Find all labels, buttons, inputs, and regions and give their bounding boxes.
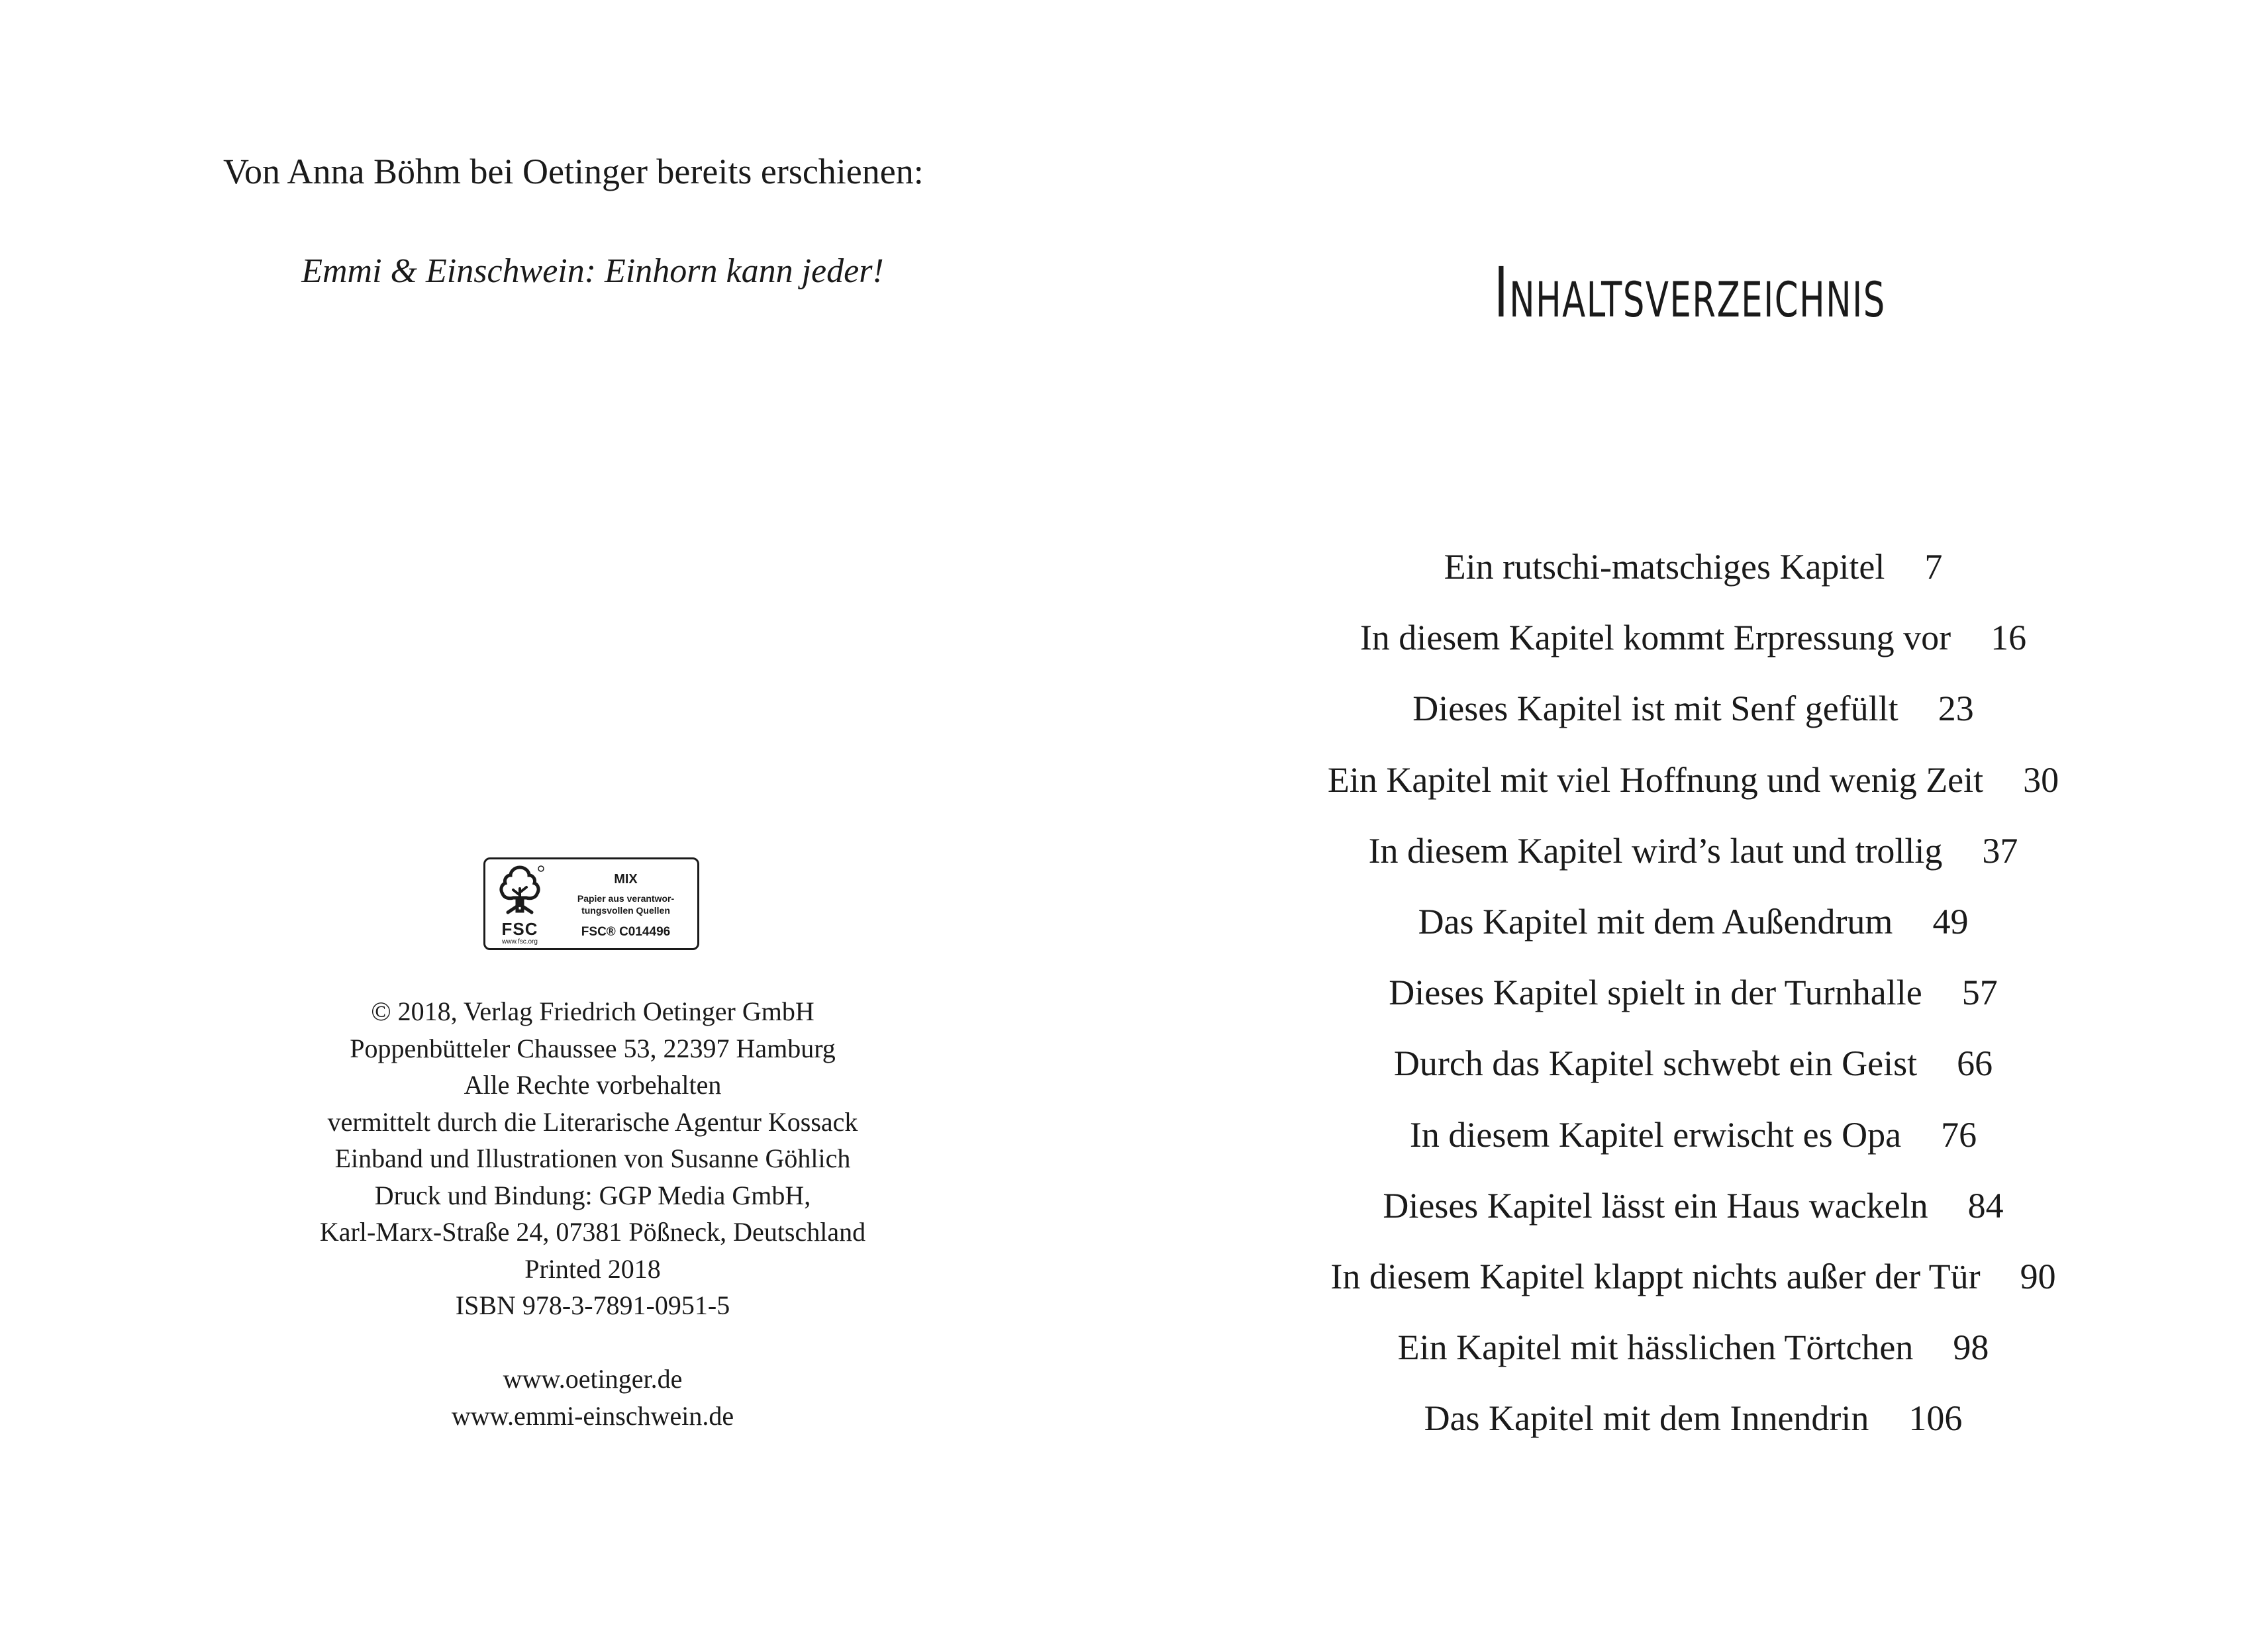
toc-entry bbox=[1134, 1324, 2253, 1394]
fsc-mix: MIX bbox=[614, 872, 638, 887]
toc-entry-page: 49 bbox=[1932, 901, 1969, 942]
fsc-label bbox=[483, 857, 699, 950]
toc-entry-title: In diesem Kapitel kommt Erpressung vor bbox=[1359, 618, 1951, 658]
toc-entry-title: In diesem Kapitel klappt nichts außer der Tür bbox=[1330, 1256, 1981, 1296]
imprint-line: Karl-Marx-Straße 24, 07381 Pößneck, Deutschland bbox=[319, 1217, 866, 1247]
toc-entry bbox=[1134, 898, 2253, 969]
toc-entry-title: Das Kapitel mit dem Innendrin bbox=[1424, 1398, 1869, 1439]
fsc-description-line: Papier aus verantwor- bbox=[577, 893, 675, 904]
toc-entry bbox=[1134, 827, 2253, 898]
toc-entry-page: 7 bbox=[1924, 547, 1943, 587]
fsc-description bbox=[560, 893, 692, 916]
toc-entry-title: Ein Kapitel mit viel Hoffnung und wenig Zeit bbox=[1327, 759, 1984, 800]
toc-entry-title: In diesem Kapitel erwischt es Opa bbox=[1409, 1114, 1902, 1155]
fsc-url: www.fsc.org bbox=[502, 938, 538, 945]
imprint-line: Printed 2018 bbox=[524, 1253, 661, 1284]
toc-entry-title: Dieses Kapitel ist mit Senf gefüllt bbox=[1412, 689, 1898, 729]
toc-entry-page: 90 bbox=[2020, 1256, 2056, 1296]
toc-entry-title: Durch das Kapitel schwebt ein Geist bbox=[1393, 1043, 1918, 1084]
intro-line: Von Anna Böhm bei Oetinger bereits erschienen: bbox=[223, 152, 924, 191]
toc-entry-title: Dieses Kapitel spielt in der Turnhalle bbox=[1389, 973, 1922, 1013]
imprint-line: Druck und Bindung: GGP Media GmbH, bbox=[374, 1180, 811, 1210]
imprint-line: Einband und Illustrationen von Susanne Göhlich bbox=[334, 1143, 851, 1173]
website-link: www.emmi-einschwein.de bbox=[451, 1400, 734, 1431]
toc-entry-page: 76 bbox=[1941, 1114, 1977, 1155]
toc-entry bbox=[1134, 1039, 2253, 1110]
book-title: Emmi & Einschwein: Einhorn kann jeder! bbox=[301, 252, 884, 290]
toc-entry-page: 16 bbox=[1991, 618, 2027, 658]
toc-entry-page: 23 bbox=[1938, 689, 1974, 729]
toc-entry-title: Ein rutschi-matschiges Kapitel bbox=[1444, 547, 1885, 587]
toc-entry-title: Das Kapitel mit dem Außendrum bbox=[1418, 901, 1893, 942]
imprint-line: vermittelt durch die Literarische Agentur Kossack bbox=[327, 1106, 858, 1137]
toc-entry-page: 84 bbox=[1967, 1185, 2004, 1226]
toc-entry-page: 98 bbox=[1953, 1328, 1989, 1368]
toc-heading: Inhaltsverzeichnis bbox=[1494, 252, 1886, 333]
toc-entry bbox=[1134, 756, 2253, 827]
toc-entry-title: In diesem Kapitel wird’s laut und trollig bbox=[1368, 830, 1943, 871]
toc-entry-title: Ein Kapitel mit hässlichen Törtchen bbox=[1397, 1328, 1914, 1368]
fsc-divider bbox=[554, 866, 556, 943]
table-of-contents bbox=[1134, 543, 2253, 1465]
imprint-spacer bbox=[0, 1324, 1185, 1361]
toc-entry-title: Dieses Kapitel lässt ein Haus wackeln bbox=[1383, 1185, 1928, 1226]
toc-entry bbox=[1134, 1182, 2253, 1253]
toc-entry bbox=[1134, 614, 2253, 685]
toc-entry bbox=[1134, 1394, 2253, 1465]
toc-entry-page: 37 bbox=[1982, 830, 2018, 871]
toc-entry bbox=[1134, 543, 2253, 614]
toc-entry-page: 57 bbox=[1961, 973, 1998, 1013]
imprint bbox=[0, 993, 1185, 1434]
imprint-line: © 2018, Verlag Friedrich Oetinger GmbH bbox=[371, 996, 814, 1026]
toc-entry bbox=[1134, 969, 2253, 1039]
toc-entry bbox=[1134, 1111, 2253, 1182]
fsc-logo-text: FSC bbox=[501, 919, 538, 939]
fsc-description-line: tungsvollen Quellen bbox=[581, 905, 670, 916]
imprint-line: Poppenbütteler Chaussee 53, 22397 Hamburg bbox=[350, 1033, 836, 1063]
toc-entry-page: 66 bbox=[1957, 1043, 1993, 1084]
toc-entry bbox=[1134, 1253, 2253, 1324]
toc-entry-page: 30 bbox=[2023, 759, 2059, 800]
toc-entry bbox=[1134, 685, 2253, 755]
fsc-code: FSC® C014496 bbox=[581, 925, 671, 939]
toc-entry-page: 106 bbox=[1908, 1398, 1963, 1439]
imprint-line: Alle Rechte vorbehalten bbox=[464, 1070, 722, 1100]
imprint-line: ISBN 978-3-7891-0951-5 bbox=[455, 1290, 730, 1320]
website-link: www.oetinger.de bbox=[503, 1364, 683, 1394]
